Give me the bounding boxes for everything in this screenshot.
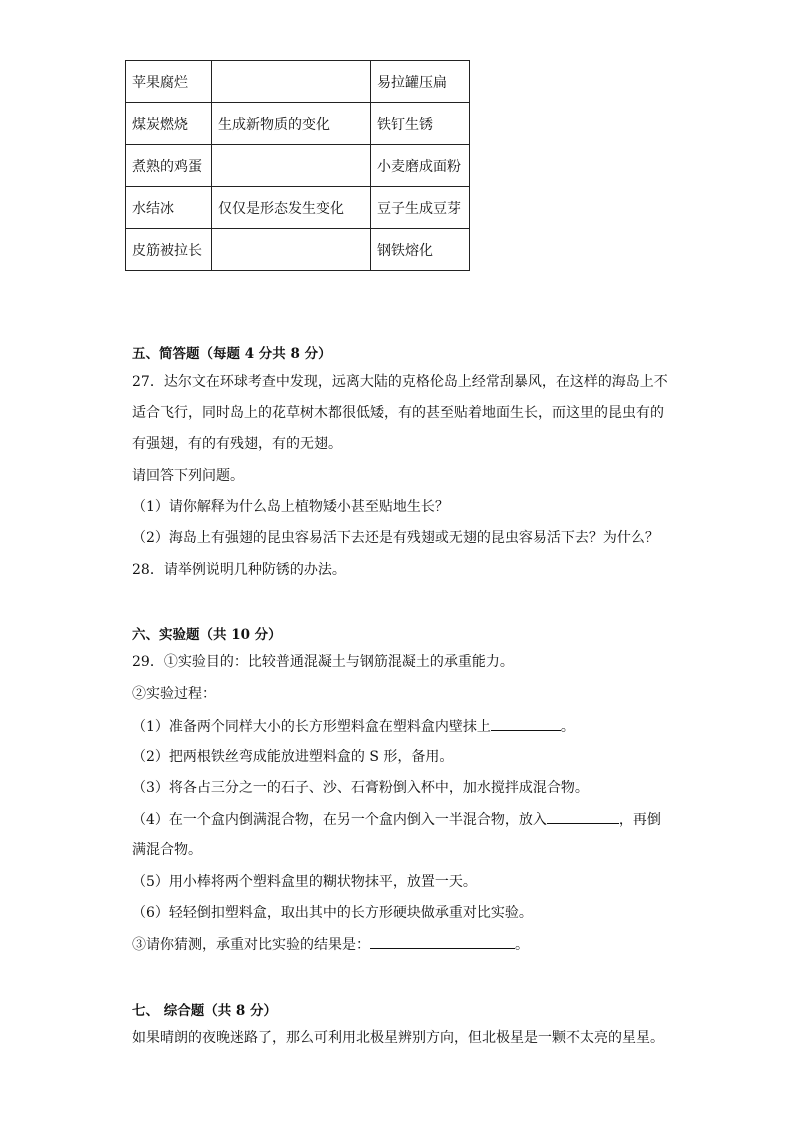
q27-sub1: （1）请你解释为什么岛上植物矮小甚至贴地生长？ xyxy=(132,499,449,515)
guess-end: 。 xyxy=(515,937,529,953)
q28: 28．请举例说明几种防锈的办法。 xyxy=(132,562,346,578)
table-row xyxy=(126,187,470,229)
table-cell: 仅仅是形态发生变化 xyxy=(212,187,371,229)
table-row xyxy=(126,103,470,145)
q27-line2: 适合飞行，同时岛上的花草树木都很低矮，有的甚至贴着地面生长，而这里的昆虫有的 xyxy=(132,405,664,421)
table-row xyxy=(126,145,470,187)
table-row xyxy=(126,229,470,271)
step4-text: （4）在一个盒内倒满混合物，在另一个盒内倒入一半混合物，放入 xyxy=(132,812,547,828)
step4-cont: 满混合物。 xyxy=(132,842,202,858)
table-row xyxy=(126,61,470,103)
q27-line1: 27．达尔文在环球考查中发现，远离大陆的克格伦岛上经常刮暴风，在这样的海岛上不 xyxy=(132,374,668,390)
table-cell xyxy=(212,145,371,187)
step4 xyxy=(132,809,661,830)
table-cell: 钢铁熔化 xyxy=(371,229,470,271)
guess-text: ③请你猜测，承重对比实验的结果是： xyxy=(132,937,370,953)
q27-line3: 有强翅，有的有残翅，有的无翅。 xyxy=(132,436,342,452)
step1 xyxy=(132,716,575,737)
section6-heading: 六、实验题（共 10 分） xyxy=(132,627,282,643)
guess xyxy=(132,934,529,955)
step1-text: （1）准备两个同样大小的长方形塑料盒在塑料盒内壁抹上 xyxy=(132,719,491,735)
section5-heading: 五、简答题（每题 4 分共 8 分） xyxy=(132,346,332,362)
table-cell: 小麦磨成面粉 xyxy=(371,145,470,187)
table-cell xyxy=(212,229,371,271)
section7-line1: 如果晴朗的夜晚迷路了，那么可利用北极星辨别方向，但北极星是一颗不太亮的星星。 xyxy=(132,1030,664,1046)
step2: （2）把两根铁丝弯成能放进塑料盒的 S 形，备用。 xyxy=(132,749,454,765)
table-cell: 煮熟的鸡蛋 xyxy=(126,145,212,187)
step3: （3）将各占三分之一的石子、沙、石膏粉倒入杯中，加水搅拌成混合物。 xyxy=(132,780,589,796)
table-cell: 煤炭燃烧 xyxy=(126,103,212,145)
q27-sub2: （2）海岛上有强翅的昆虫容易活下去还是有残翅或无翅的昆虫容易活下去？为什么？ xyxy=(132,530,659,546)
table-cell: 水结冰 xyxy=(126,187,212,229)
step5: （5）用小棒将两个塑料盒里的糊状物抹平，放置一天。 xyxy=(132,874,477,890)
answer-blank[interactable] xyxy=(547,809,619,824)
step6: （6）轻轻倒扣塑料盒，取出其中的长方形硬块做承重对比实验。 xyxy=(132,905,533,921)
table-cell: 苹果腐烂 xyxy=(126,61,212,103)
step4-text-cont: ，再倒 xyxy=(618,812,661,828)
table-cell: 豆子生成豆芽 xyxy=(371,187,470,229)
process-label: ②实验过程： xyxy=(132,686,216,702)
table-cell: 铁钉生锈 xyxy=(371,103,470,145)
q27-prompt: 请回答下列问题。 xyxy=(132,468,244,484)
table-cell: 生成新物质的变化 xyxy=(212,103,371,145)
classification-table xyxy=(125,60,470,271)
table-cell xyxy=(212,61,371,103)
table-cell: 皮筋被拉长 xyxy=(126,229,212,271)
answer-blank[interactable] xyxy=(491,716,561,731)
q29-line1: 29．①实验目的：比较普通混凝土与钢筋混凝土的承重能力。 xyxy=(132,654,514,670)
step1-end: 。 xyxy=(560,719,575,735)
section7-heading: 七、 综合题（共 8 分） xyxy=(132,1003,277,1019)
answer-blank[interactable] xyxy=(370,934,515,949)
table-cell: 易拉罐压扁 xyxy=(371,61,470,103)
